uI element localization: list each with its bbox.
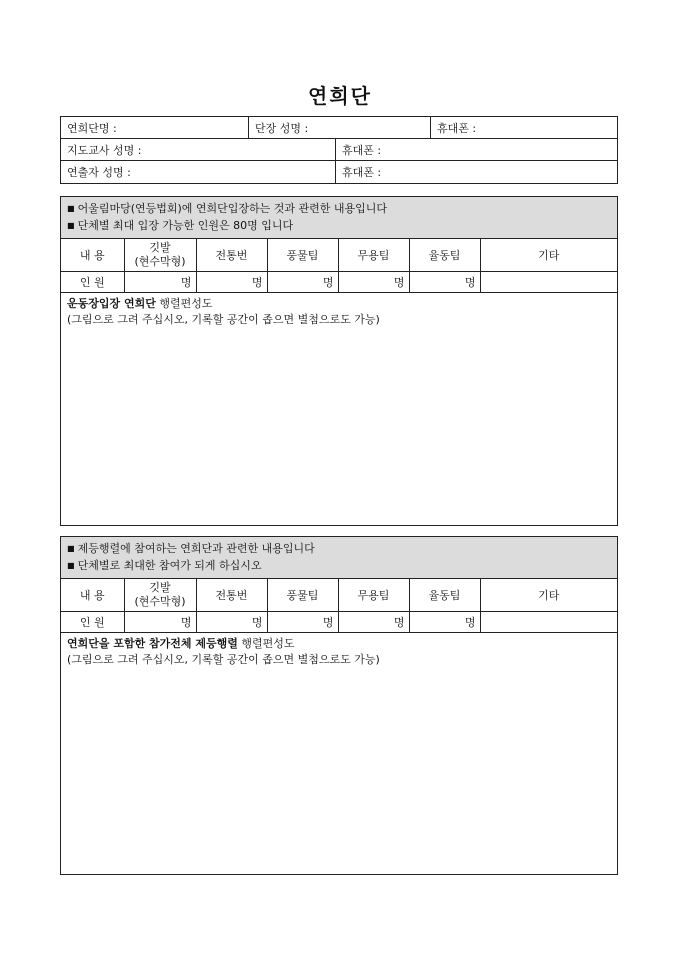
col-flag-line1: 깃발	[149, 240, 171, 254]
note-text: 어울림마당(연등법회)에 연희단입장하는 것과 관련한 내용입니다	[77, 202, 388, 215]
etc-count-input[interactable]	[480, 271, 617, 292]
team-name-field[interactable]: 연희단명 :	[61, 117, 249, 138]
plan-instruction: (그림으로 그려 주십시오, 기록할 공간이 좁으면 별첨으로도 가능)	[67, 652, 380, 666]
teacher-name-field[interactable]: 지도교사 성명 :	[61, 139, 336, 160]
col-yuldong: 율동팀	[409, 239, 480, 271]
plan-heading-rest: 행렬편성도	[237, 636, 295, 650]
col-content: 내 용	[61, 579, 124, 611]
col-drum: 전통번	[196, 579, 267, 611]
section2-formation-area[interactable]	[61, 633, 617, 668]
dance-count-input[interactable]: 명	[338, 611, 409, 632]
col-etc: 기타	[480, 579, 617, 611]
note-text: 제등행렬에 참여하는 연희단과 관련한 내용입니다	[77, 542, 315, 555]
etc-count-input[interactable]	[480, 611, 617, 632]
flag-count-input[interactable]: 명	[124, 271, 196, 292]
col-etc: 기타	[480, 239, 617, 271]
header-info-table	[60, 116, 618, 184]
drum-count-input[interactable]: 명	[196, 611, 267, 632]
drum-count-input[interactable]: 명	[196, 271, 267, 292]
director-phone-field[interactable]: 휴대폰 :	[342, 166, 382, 179]
col-flag-line2: (현수막형)	[134, 254, 186, 268]
director-name-field[interactable]: 연출자 성명 :	[61, 161, 336, 183]
section1-notes	[61, 197, 617, 239]
yuldong-count-input[interactable]: 명	[409, 611, 480, 632]
section-lantern-parade	[60, 536, 618, 875]
col-flag	[124, 579, 196, 611]
square-bullet-icon: ■	[67, 204, 75, 213]
col-pungmul: 풍물팀	[267, 579, 338, 611]
leader-phone-field[interactable]: 휴대폰 :	[437, 121, 477, 135]
flag-count-input[interactable]: 명	[124, 611, 196, 632]
yuldong-count-input[interactable]: 명	[409, 271, 480, 292]
col-pungmul: 풍물팀	[267, 239, 338, 271]
note-line	[67, 540, 617, 557]
plan-instruction: (그림으로 그려 주십시오, 기록할 공간이 좁으면 별첨으로도 가능)	[67, 312, 380, 326]
pungmul-count-input[interactable]: 명	[267, 611, 338, 632]
teacher-phone-field[interactable]: 휴대폰 :	[342, 143, 382, 157]
col-content: 내 용	[61, 239, 124, 271]
square-bullet-icon: ■	[67, 561, 75, 570]
section1-member-table	[61, 239, 617, 293]
col-drum: 전통번	[196, 239, 267, 271]
leader-name-field[interactable]: 단장 성명 :	[249, 117, 431, 138]
pungmul-count-input[interactable]: 명	[267, 271, 338, 292]
note-text: 단체별 최대 입장 가능한 인원은 80명 입니다	[77, 219, 294, 232]
plan-heading	[67, 296, 617, 312]
section-stadium-entry	[60, 196, 618, 526]
col-yuldong: 율동팀	[409, 579, 480, 611]
note-text: 단체별로 최대한 참여가 되게 하십시오	[77, 559, 262, 572]
square-bullet-icon: ■	[67, 221, 75, 230]
plan-heading-rest: 행렬편성도	[155, 296, 213, 310]
section2-notes	[61, 537, 617, 579]
note-line	[67, 200, 617, 217]
count-label: 인 원	[61, 271, 124, 292]
count-label: 인 원	[61, 611, 124, 632]
plan-heading	[67, 636, 617, 652]
dance-count-input[interactable]: 명	[338, 271, 409, 292]
square-bullet-icon: ■	[67, 544, 75, 553]
col-flag-line2: (현수막형)	[134, 594, 186, 608]
section1-formation-area[interactable]	[61, 293, 617, 328]
col-dance: 무용팀	[338, 239, 409, 271]
col-dance: 무용팀	[338, 579, 409, 611]
plan-heading-bold: 연희단을 포함한 참가전체 제등행렬	[67, 636, 238, 650]
plan-heading-bold: 운동장입장 연희단	[67, 296, 156, 310]
col-flag-line1: 깃발	[149, 580, 171, 594]
section2-member-table	[61, 579, 617, 633]
note-line	[67, 217, 617, 234]
document-title: 연희단	[308, 84, 372, 108]
note-line	[67, 557, 617, 574]
col-flag	[124, 239, 196, 271]
